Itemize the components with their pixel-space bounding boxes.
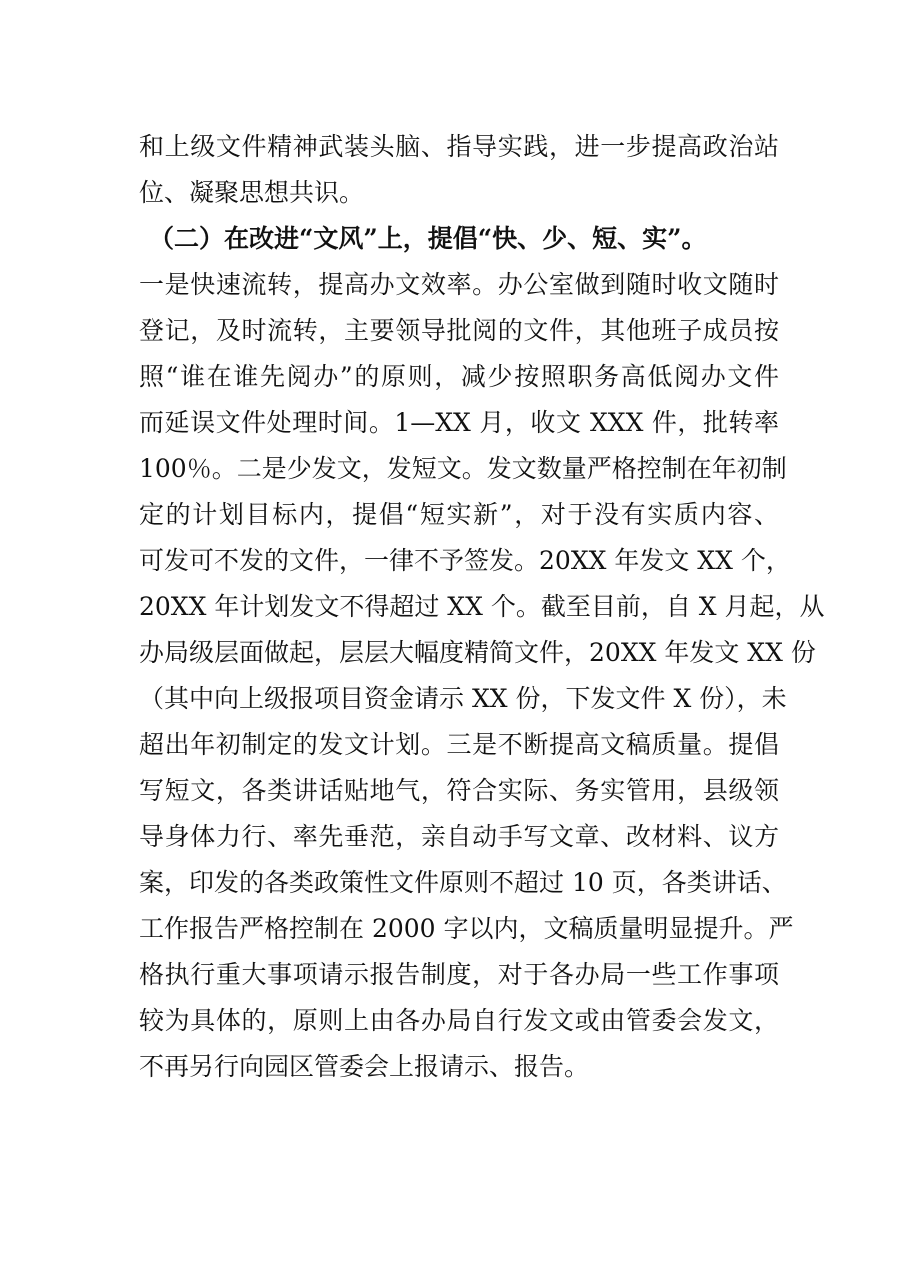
text-line: 照“谁在谁先阅办”的原则，减少按照职务高低阅办文件 <box>139 362 779 391</box>
body-text <box>139 124 825 1090</box>
text-line: 办局级层面做起，层层大幅度精简文件，20XX 年发文 XX 份 <box>139 638 816 667</box>
text-line: 而延误文件处理时间。1—XX 月，收文 XXX 件，批转率 <box>139 408 779 437</box>
text-line: 定的计划目标内，提倡“短实新”，对于没有实质内容、 <box>139 500 779 529</box>
text-line: （其中向上级报项目资金请示 XX 份，下发文件 X 份），未 <box>139 684 787 713</box>
text-line: 工作报告严格控制在 2000 字以内，文稿质量明显提升。严 <box>139 914 794 943</box>
section-heading: （二）在改进“文风”上，提倡“快、少、短、实”。 <box>149 224 707 253</box>
text-line: 格执行重大事项请示报告制度，对于各办局一些工作事项 <box>139 960 779 989</box>
text-line: 案，印发的各类政策性文件原则不超过 10 页，各类讲话、 <box>139 868 787 897</box>
text-line: 100％。二是少发文，发短文。发文数量严格控制在年初制 <box>139 454 787 483</box>
text-line: 较为具体的，原则上由各办局自行发文或由管委会发文， <box>139 1006 779 1035</box>
text-line: 导身体力行、率先垂范，亲自动手写文章、改材料、议方 <box>139 822 779 851</box>
text-line: 20XX 年计划发文不得超过 XX 个。截至目前，自 X 月起，从 <box>139 592 825 621</box>
text-line: 一是快速流转，提高办文效率。办公室做到随时收文随时 <box>139 270 779 299</box>
text-line: 写短文，各类讲话贴地气，符合实际、务实管用，县级领 <box>139 776 779 805</box>
text-line: 位、凝聚思想共识。 <box>139 178 365 207</box>
text-line: 超出年初制定的发文计划。三是不断提高文稿质量。提倡 <box>139 730 779 759</box>
text-line: 可发可不发的文件，一律不予签发。20XX 年发文 XX 个， <box>139 546 791 575</box>
text-line: 登记，及时流转，主要领导批阅的文件，其他班子成员按 <box>139 316 779 345</box>
text-line: 和上级文件精神武装头脑、指导实践，进一步提高政治站 <box>139 132 779 161</box>
text-line: 不再另行向园区管委会上报请示、报告。 <box>139 1052 590 1081</box>
